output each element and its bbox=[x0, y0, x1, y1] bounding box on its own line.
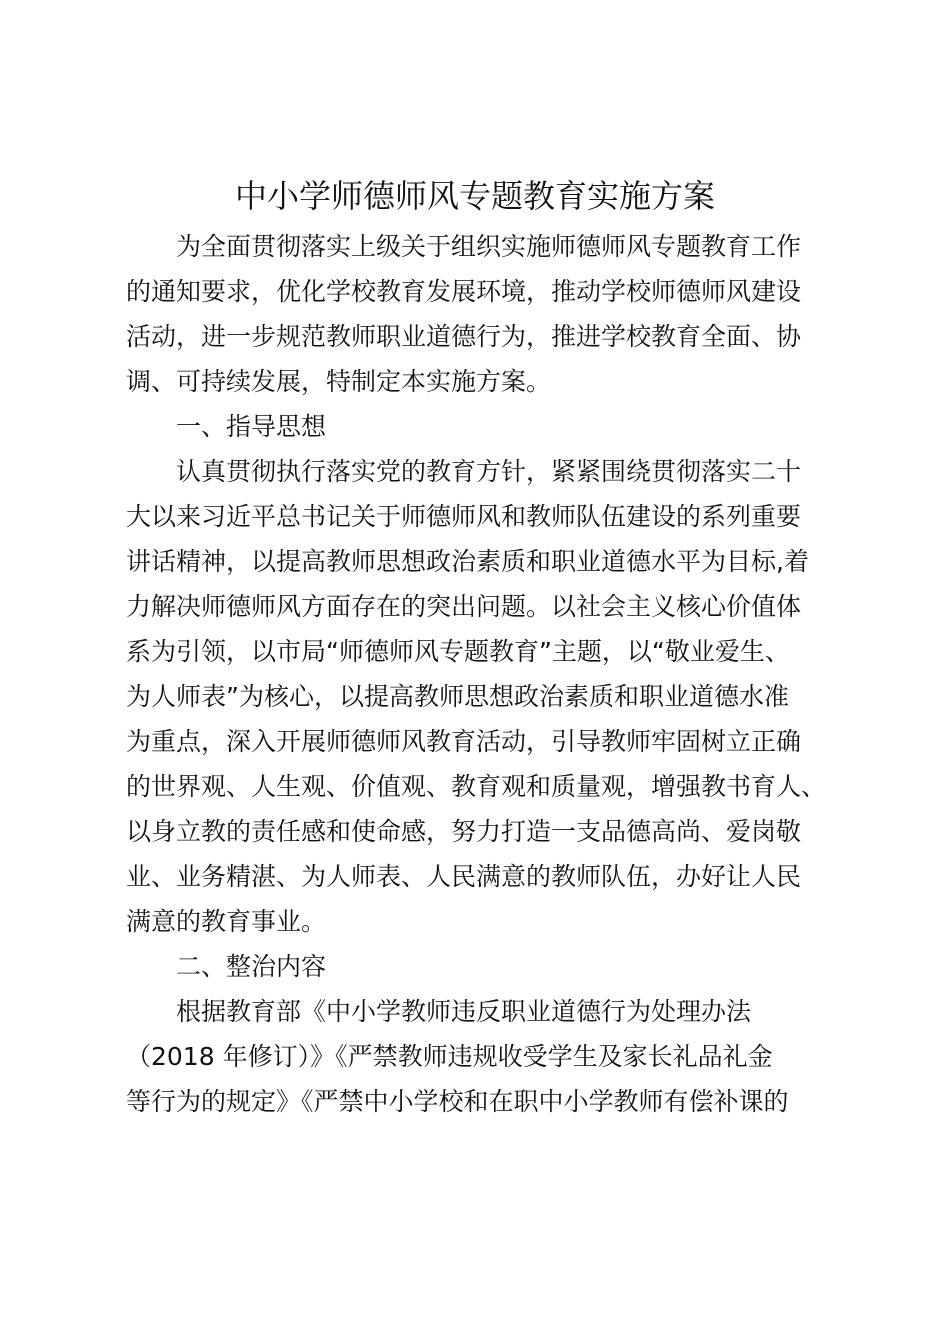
text-line: 根据教育部《中小学教师违反职业道德行为处理办法 bbox=[126, 997, 752, 1026]
section-heading: 一、指导思想 bbox=[126, 412, 327, 441]
text-line: 以身立教的责任感和使命感，努力打造一支品德高尚、爱岗敬 bbox=[126, 817, 802, 846]
document-body bbox=[126, 224, 838, 1124]
text-line: 为人师表”为核心，以提高教师思想政治素质和职业道德水准 bbox=[126, 682, 789, 711]
text-line: 认真贯彻执行落实党的教育方针，紧紧围绕贯彻落实二十 bbox=[126, 457, 802, 486]
text-line: 大以来习近平总书记关于师德师风和教师队伍建设的系列重要 bbox=[126, 502, 802, 531]
section-heading: 二、整治内容 bbox=[126, 952, 327, 981]
text-line: 活动，进一步规范教师职业道德行为，推进学校教育全面、协 bbox=[126, 322, 802, 351]
text-line: 满意的教育事业。 bbox=[126, 907, 327, 936]
text-line: 为重点，深入开展师德师风教育活动，引导教师牢固树立正确 bbox=[126, 727, 802, 756]
text-line: 系为引领，以市局“师德师风专题教育”主题，以“敬业爱生、 bbox=[126, 637, 790, 666]
text-line: 等行为的规定》《严禁中小学校和在职中小学教师有偿补课的 bbox=[126, 1087, 789, 1116]
text-line: 调、可持续发展，特制定本实施方案。 bbox=[126, 367, 552, 396]
text-line: 业、业务精湛、为人师表、人民满意的教师队伍，办好让人民 bbox=[126, 862, 802, 891]
text-line: 力解决师德师风方面存在的突出问题。以社会主义核心价值体 bbox=[126, 592, 802, 621]
text-line: 的通知要求，优化学校教育发展环境，推动学校师德师风建设 bbox=[126, 277, 802, 306]
text-line: 讲话精神，以提高教师思想政治素质和职业道德水平为目标,着 bbox=[126, 547, 809, 576]
text-line: 的世界观、人生观、价值观、教育观和质量观，增强教书育人、 bbox=[126, 772, 827, 801]
text-line: （2018 年修订）》《严禁教师违规收受学生及家长礼品礼金 bbox=[126, 1042, 773, 1071]
text-line: 为全面贯彻落实上级关于组织实施师德师风专题教育工作 bbox=[126, 232, 802, 261]
document-title: 中小学师德师风专题教育实施方案 bbox=[234, 177, 715, 215]
